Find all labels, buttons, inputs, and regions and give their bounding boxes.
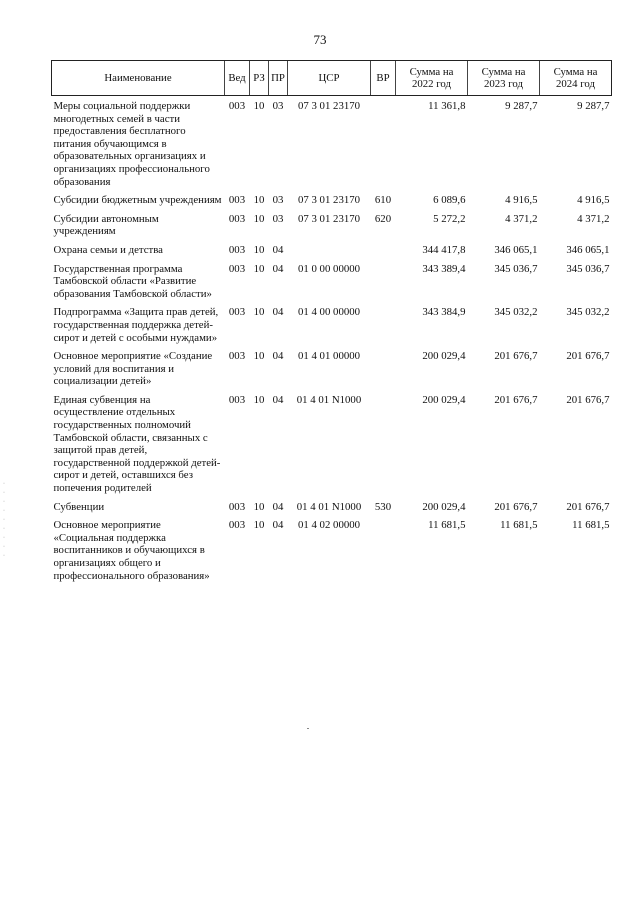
row-vr xyxy=(371,263,396,307)
table-row xyxy=(52,394,612,501)
row-csr: 07 3 01 23170 xyxy=(297,212,361,225)
row-vr: 620 xyxy=(374,212,392,225)
header-vr: ВР xyxy=(371,61,396,96)
row-csr: 01 4 01 00000 xyxy=(297,350,361,363)
row-rz: 10 xyxy=(253,500,265,513)
row-pr: 04 xyxy=(272,519,284,532)
row-sum-2024: 9 287,7 xyxy=(577,100,610,112)
row-vr xyxy=(371,394,396,501)
row-ved: 003 xyxy=(228,393,246,406)
row-sum-2022: 11 681,5 xyxy=(428,519,466,532)
table-row xyxy=(52,306,612,350)
row-ved: 003 xyxy=(228,500,246,513)
row-name: Меры социальной поддержки многодетных семей в части предоставления бесплатного питания обучающимся в образовательных организациях и организациях профессионального образования xyxy=(53,100,210,188)
row-vr: 530 xyxy=(374,500,392,513)
budget-table xyxy=(51,60,612,588)
table-row xyxy=(52,244,612,263)
row-vr xyxy=(371,306,396,350)
row-name: Подпрограмма «Защита прав детей, государственная поддержка детей-сирот и детей с особыми нуждами» xyxy=(53,306,219,344)
row-vr: 610 xyxy=(374,194,392,207)
row-sum-2022: 344 417,8 xyxy=(422,243,466,256)
row-name: Государственная программа Тамбовской области «Развитие образования Тамбовской области» xyxy=(53,262,212,300)
row-sum-2022: 200 029,4 xyxy=(422,393,466,406)
row-sum-2024: 201 676,7 xyxy=(566,350,610,363)
row-pr: 04 xyxy=(272,262,284,275)
row-ved: 003 xyxy=(228,194,246,207)
row-pr: 03 xyxy=(272,100,284,112)
row-pr: 04 xyxy=(272,350,284,363)
row-ved: 003 xyxy=(228,243,246,256)
row-ved: 003 xyxy=(228,212,246,225)
row-rz: 10 xyxy=(253,306,265,319)
row-sum-2024: 201 676,7 xyxy=(566,393,610,406)
row-rz: 10 xyxy=(253,243,265,256)
row-sum-2024: 345 036,7 xyxy=(566,262,610,275)
row-ved: 003 xyxy=(228,306,246,319)
row-vr xyxy=(371,244,396,263)
row-name: Субсидии бюджетным учреждениям xyxy=(53,194,222,207)
header-ved: Вед xyxy=(225,61,250,96)
row-sum-2023: 201 676,7 xyxy=(494,350,538,363)
row-sum-2022: 343 384,9 xyxy=(422,306,466,319)
row-csr: 07 3 01 23170 xyxy=(297,100,361,112)
row-csr: 01 4 02 00000 xyxy=(297,519,361,532)
row-sum-2022: 11 361,8 xyxy=(428,100,466,112)
row-sum-2023: 345 032,2 xyxy=(494,306,538,319)
row-rz: 10 xyxy=(253,262,265,275)
row-csr: 01 4 00 00000 xyxy=(297,306,361,319)
row-vr xyxy=(371,96,396,195)
row-ved: 003 xyxy=(228,519,246,532)
row-rz: 10 xyxy=(253,100,265,112)
table-row xyxy=(52,519,612,588)
header-sum-2022: Сумма на 2022 год xyxy=(396,61,468,96)
row-pr: 04 xyxy=(272,243,284,256)
table-row xyxy=(52,194,612,213)
row-pr: 03 xyxy=(272,194,284,207)
row-sum-2023: 201 676,7 xyxy=(494,393,538,406)
row-name: Охрана семьи и детства xyxy=(53,243,163,256)
row-pr: 04 xyxy=(272,500,284,513)
row-csr: 07 3 01 23170 xyxy=(297,194,361,207)
table-row xyxy=(52,501,612,520)
table-row xyxy=(52,350,612,394)
row-sum-2022: 200 029,4 xyxy=(422,500,466,513)
row-sum-2024: 346 065,1 xyxy=(566,243,610,256)
row-sum-2023: 4 371,2 xyxy=(505,212,538,225)
row-sum-2024: 345 032,2 xyxy=(566,306,610,319)
row-csr: 01 4 01 N1000 xyxy=(296,500,362,513)
table-header-row xyxy=(52,61,612,96)
row-csr: 01 4 01 N1000 xyxy=(296,393,362,406)
row-rz: 10 xyxy=(253,212,265,225)
row-sum-2024: 11 681,5 xyxy=(572,519,610,532)
row-sum-2022: 343 389,4 xyxy=(422,262,466,275)
row-sum-2023: 346 065,1 xyxy=(494,243,538,256)
row-sum-2022: 6 089,6 xyxy=(433,194,466,207)
row-pr: 03 xyxy=(272,212,284,225)
row-sum-2023: 11 681,5 xyxy=(500,519,538,532)
header-sum-2023: Сумма на 2023 год xyxy=(468,61,540,96)
row-sum-2023: 9 287,7 xyxy=(505,100,538,112)
row-sum-2024: 4 916,5 xyxy=(577,194,610,207)
row-rz: 10 xyxy=(253,350,265,363)
row-sum-2023: 345 036,7 xyxy=(494,262,538,275)
header-pr: ПР xyxy=(269,61,288,96)
row-sum-2022: 5 272,2 xyxy=(433,212,466,225)
row-csr xyxy=(288,244,371,263)
row-vr xyxy=(371,519,396,588)
row-sum-2024: 4 371,2 xyxy=(577,212,610,225)
row-ved: 003 xyxy=(228,100,246,112)
table-row xyxy=(52,213,612,244)
row-sum-2023: 201 676,7 xyxy=(494,500,538,513)
row-rz: 10 xyxy=(253,194,265,207)
header-name: Наименование xyxy=(52,61,225,96)
page-number: 73 xyxy=(313,32,327,47)
row-ved: 003 xyxy=(228,350,246,363)
row-name: Субвенции xyxy=(53,500,105,513)
row-sum-2022: 200 029,4 xyxy=(422,350,466,363)
row-pr: 04 xyxy=(272,306,284,319)
row-rz: 10 xyxy=(253,393,265,406)
row-csr: 01 0 00 00000 xyxy=(297,262,361,275)
header-csr: ЦСР xyxy=(288,61,371,96)
scan-dot xyxy=(307,728,309,729)
scan-margin-marks: · · · · · · · · · xyxy=(3,481,5,559)
row-sum-2024: 201 676,7 xyxy=(566,500,610,513)
row-sum-2023: 4 916,5 xyxy=(505,194,538,207)
header-sum-2024: Сумма на 2024 год xyxy=(540,61,612,96)
table-row xyxy=(52,263,612,307)
row-name: Основное мероприятие «Создание условий для воспитания и социализации детей» xyxy=(53,350,213,388)
row-rz: 10 xyxy=(253,519,265,532)
row-name: Единая субвенция на осуществление отдельных государственных полномочий Тамбовской области, связанных с защитой прав детей, государственной поддержкой детей-сирот и детей, оставшихся без попечения родителей xyxy=(53,393,221,495)
header-rz: РЗ xyxy=(250,61,269,96)
row-pr: 04 xyxy=(272,393,284,406)
row-vr xyxy=(371,350,396,394)
row-name: Основное мероприятие «Социальная поддержка воспитанников и обучающихся в организациях общего и профессионального образования» xyxy=(53,519,210,582)
table-row xyxy=(52,96,612,195)
row-ved: 003 xyxy=(228,262,246,275)
row-name: Субсидии автономным учреждениям xyxy=(53,212,159,238)
